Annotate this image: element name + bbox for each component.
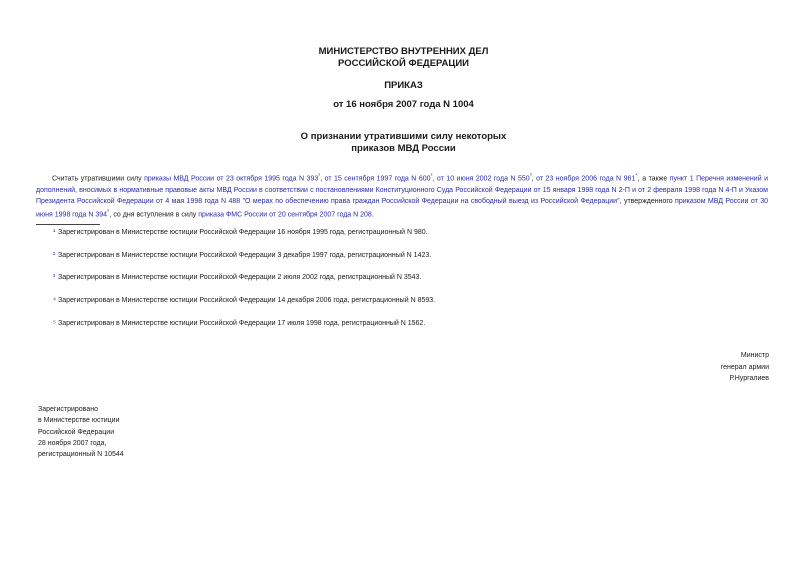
footnote-marker-2: ²	[53, 252, 56, 259]
signer-position: Министр	[740, 352, 769, 359]
registration-line-4: 28 ноября 2007 года,	[38, 439, 107, 447]
link-list-item-1[interactable]: пункт 1 Перечня изменений и дополнений, вносимых в нормативные правовые акты МВД России в соответствии с постановлениями Конституционного Суда Российской Федерации от 15 января 1998 года N 2-П и от 2 февраля 1998 года N 4-П и Указом Президента Российской Федерации от 4 мая 1998 года N 488 "О мерах по обеспечению права граждан Российской Федерации на свободный выезд из Российской Федерации"	[36, 175, 768, 205]
footnote-ref-5[interactable]: ⁵	[107, 209, 110, 216]
footnote-ref-1[interactable]: ¹	[318, 173, 321, 179]
link-order-2006[interactable]: от 23 ноября 2006 года N 961	[536, 175, 636, 183]
body-text-2: ,	[320, 175, 325, 183]
body-text-7: , со дня вступления в силу	[109, 211, 199, 219]
body-text-6: , утвержденного	[619, 197, 676, 205]
link-order-1995[interactable]: приказы МВД России от 23 октября 1995 года N 393	[144, 175, 319, 183]
signer-rank: генерал армии	[720, 363, 769, 371]
title-line-2: приказов МВД России	[351, 143, 456, 154]
body-text-8: .	[371, 211, 374, 219]
order-paragraph	[36, 171, 768, 221]
body-text-4: ,	[531, 175, 537, 183]
body-text-5: , а также	[637, 175, 670, 183]
ministry-line-2: РОССИЙСКОЙ ФЕДЕРАЦИИ	[337, 58, 469, 69]
title-line-1: О признании утратившими силу некоторых	[300, 131, 507, 142]
ministry-name	[0, 46, 807, 70]
registration-block	[38, 404, 124, 460]
footnote-marker-3: ³	[53, 274, 56, 281]
footnote-text-1: Зарегистрирован в Министерстве юстиции Российской Федерации 16 ноября 1995 года, регистрационный N 980.	[58, 229, 428, 236]
footnote-1	[53, 228, 428, 237]
footnote-ref-4[interactable]: ⁴	[635, 173, 638, 179]
registration-line-2: в Министерстве юстиции	[38, 417, 120, 425]
link-fms-order-2007[interactable]: приказа ФМС России от 20 сентября 2007 года N 208	[198, 211, 372, 219]
footnote-text-5: Зарегистрирован в Министерстве юстиции Российской Федерации 17 июля 1998 года, регистрационный N 1562.	[58, 320, 426, 327]
link-order-1998[interactable]: приказом МВД России от 30 июня 1998 года N 394	[36, 197, 768, 219]
footnote-marker-1: ¹	[53, 229, 56, 236]
footnote-ref-3[interactable]: ³	[529, 173, 532, 179]
footnote-3	[53, 273, 421, 282]
body-text-3: ,	[432, 175, 437, 183]
ministry-line-1: МИНИСТЕРСТВО ВНУТРЕННИХ ДЕЛ	[318, 46, 489, 57]
registration-line-5: регистрационный N 10544	[38, 451, 124, 459]
signer-name: Р.Нургалиев	[729, 375, 769, 382]
registration-line-3: Российской Федерации	[38, 428, 115, 436]
footnote-text-4: Зарегистрирован в Министерстве юстиции Российской Федерации 14 декабря 2006 года, регистрационный N 8593.	[58, 297, 436, 304]
link-order-1997[interactable]: от 15 сентября 1997 года N 600	[324, 175, 431, 183]
footnote-text-3: Зарегистрирован в Министерстве юстиции Российской Федерации 2 июля 2002 года, регистрационный N 3543.	[58, 274, 422, 281]
link-order-2002[interactable]: от 10 июня 2002 года N 550	[436, 175, 530, 183]
footnote-separator	[36, 224, 100, 225]
registration-line-1: Зарегистрировано	[38, 406, 98, 413]
footnote-4	[53, 296, 435, 305]
document-type: ПРИКАЗ	[384, 80, 423, 91]
footnote-marker-4: ⁴	[53, 297, 57, 304]
body-text-1: Считать утратившими силу	[52, 175, 145, 183]
footnote-5	[53, 319, 425, 328]
footnote-text-2: Зарегистрирован в Министерстве юстиции Российской Федерации 3 декабря 1997 года, регистрационный N 1423.	[58, 252, 432, 259]
footnote-ref-2[interactable]: ²	[430, 173, 433, 179]
signature-block	[569, 350, 769, 385]
footnote-marker-5: ⁵	[53, 320, 56, 327]
document-date-number: от 16 ноября 2007 года N 1004	[333, 99, 474, 110]
document-title	[0, 131, 807, 155]
footnote-2	[53, 251, 431, 260]
